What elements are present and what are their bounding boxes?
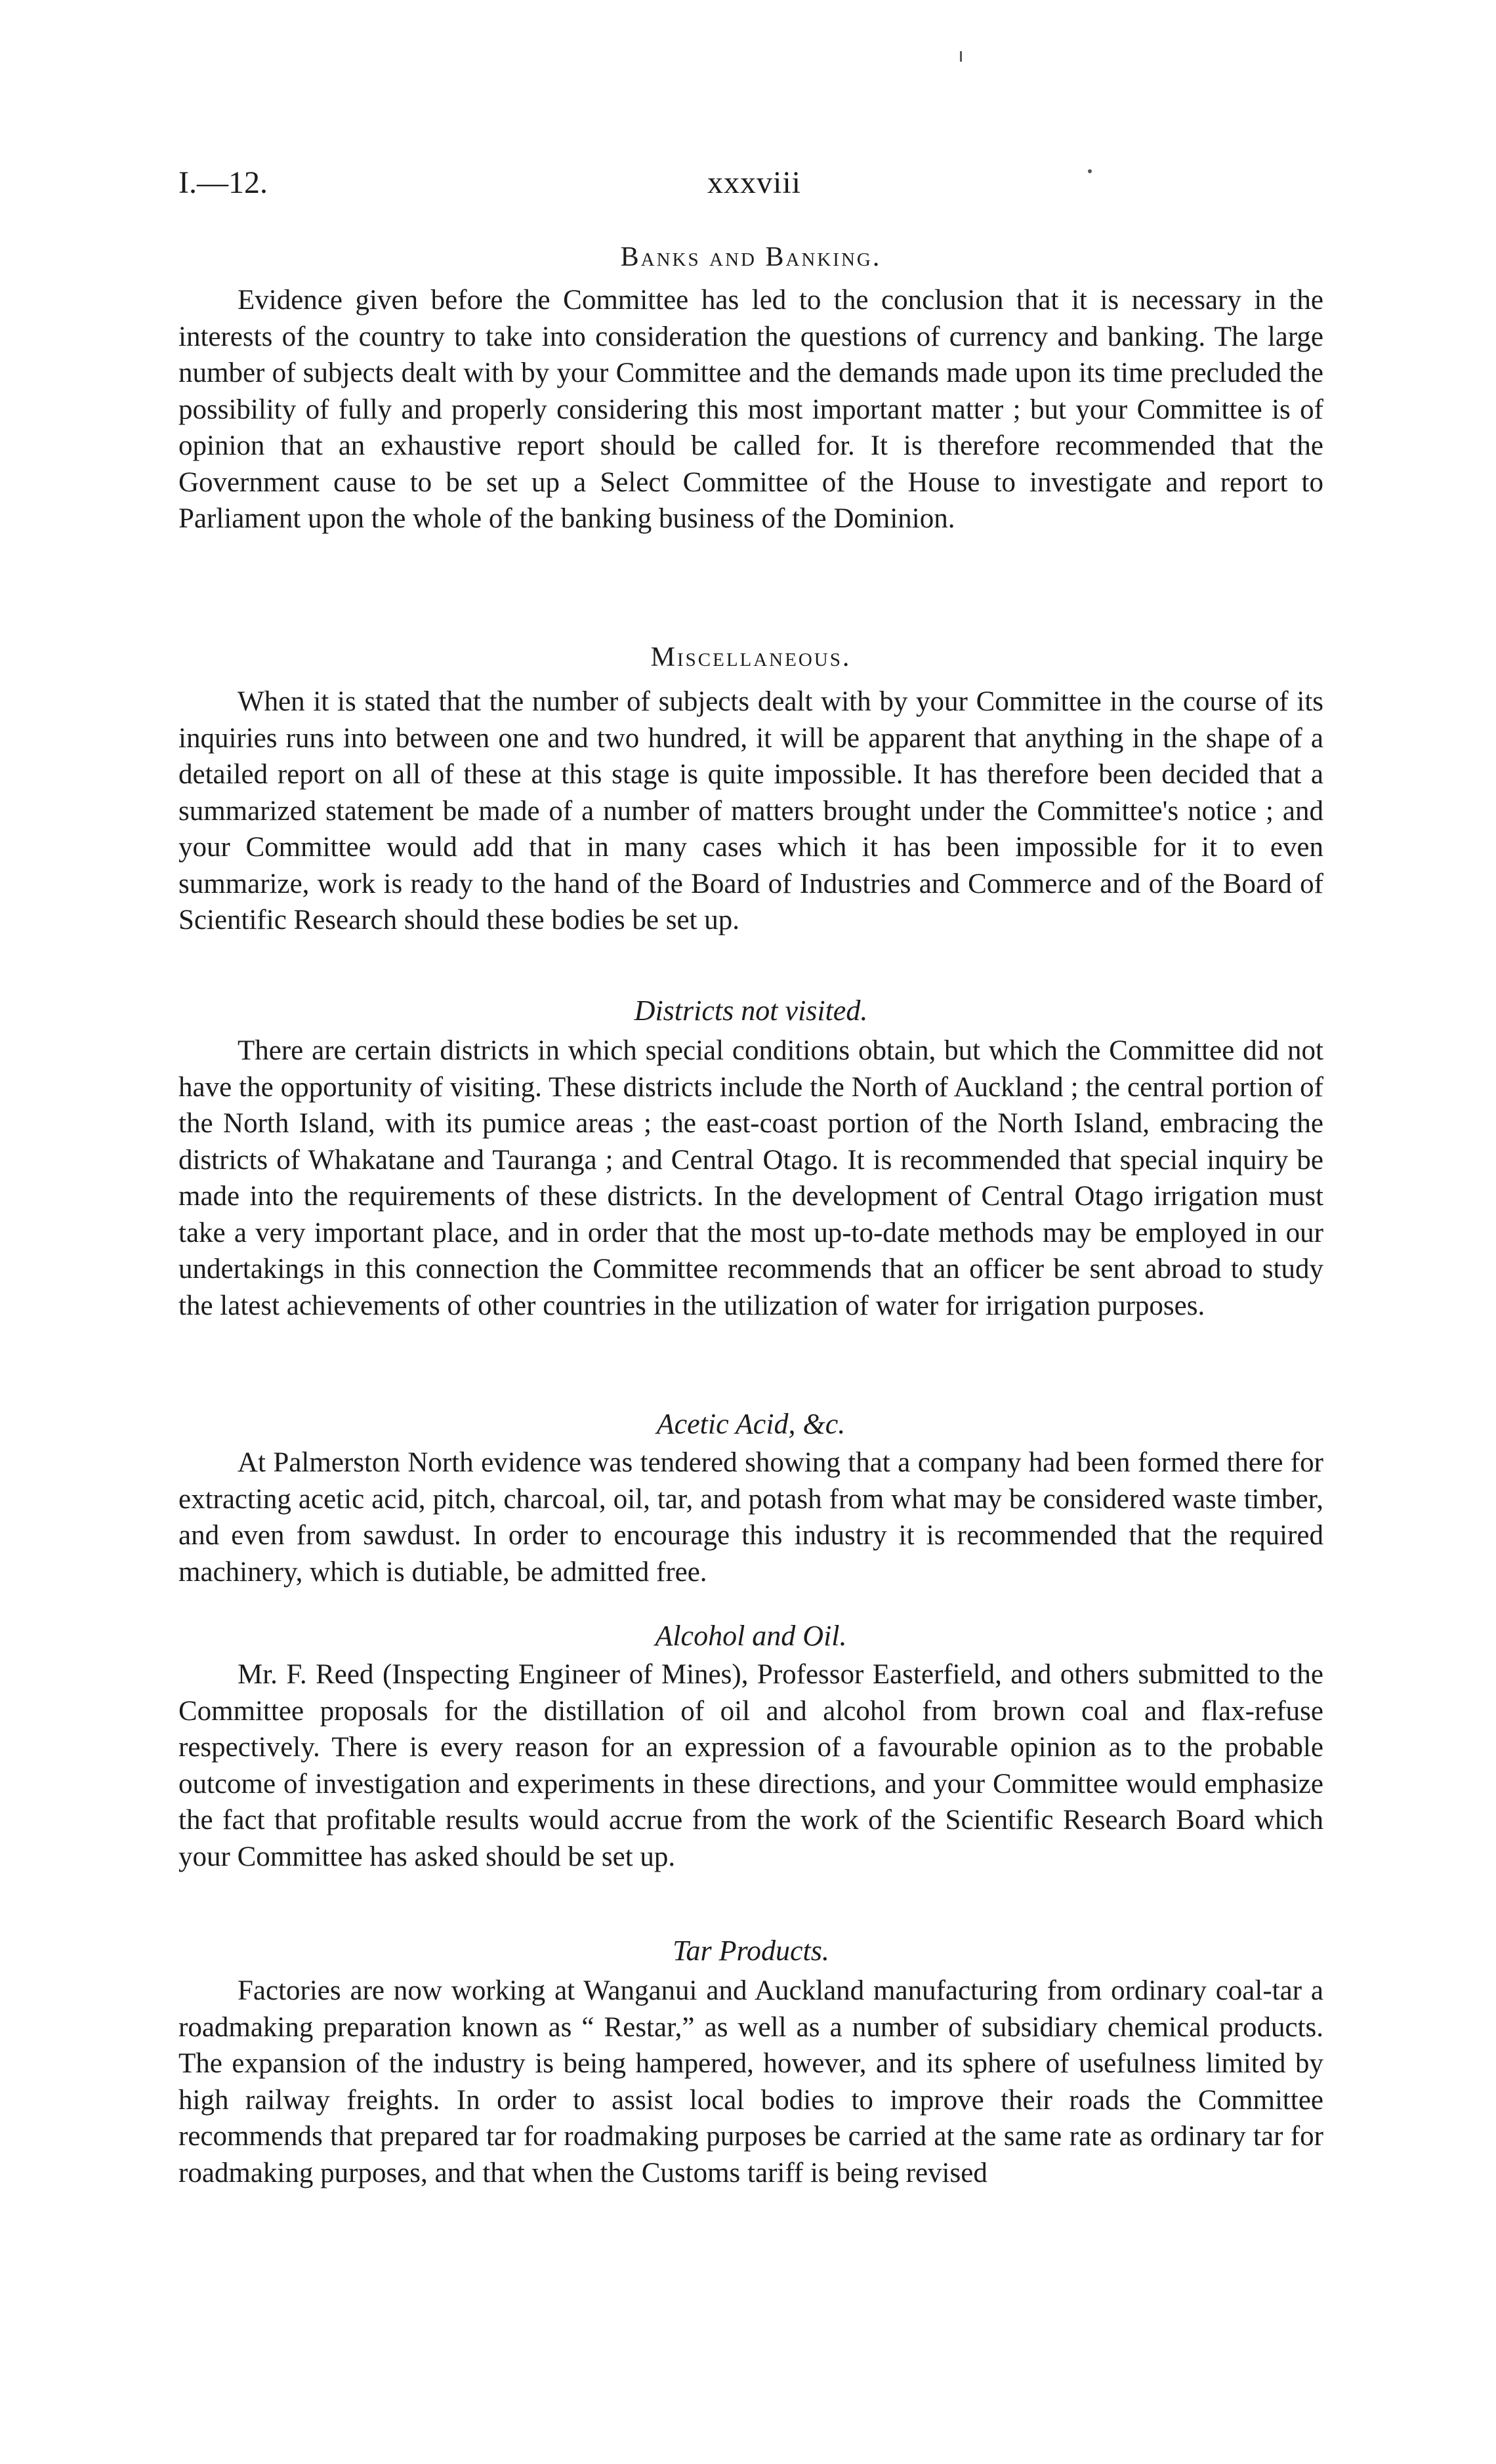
section-tar-products	[178, 1932, 1323, 2191]
subsection-heading: Tar Products.	[673, 1935, 829, 1967]
paragraph: When it is stated that the number of subjects dealt with by your Committee in the course of its inquiries runs into between one and two hundred, it will be apparent that anything in the shape of a detailed report on all of these at this stage is quite impossible. It has therefore been decided that a summarized statement be made of a number of matters brought under the Committee's notice ; and your Committee would add that in many cases which it has been impossible for it to even summarize, work is ready to the hand of the Board of Industries and Commerce and of the Board of Scientific Research should these bodies be set up.	[178, 686, 1323, 935]
subsection-heading: Acetic Acid, &c.	[656, 1408, 846, 1440]
section-heading: Miscellaneous.	[650, 642, 852, 672]
section-banks	[178, 237, 1323, 537]
paragraph: There are certain districts in which special conditions obtain, but which the Committee did not have the opportunity of visiting. These districts include the North of Auckland ; the central portion of the North Island, with its pumice areas ; the east-coast portion of the North Island, embracing the districts of Whakatane and Tauranga ; and Central Otago. It is recommended that special inquiry be made into the requirements of these districts. In the development of Central Otago irrigation must take a very important place, and in order that the most up-to-date methods may be employed in our undertakings in this connection the Committee recommends that an officer be sent abroad to study the latest achievements of other countries in the utilization of water for irrigation purposes.	[178, 1035, 1323, 1321]
section-heading: Banks and Banking.	[620, 242, 882, 272]
section-acetic-acid	[178, 1405, 1323, 1590]
subsection-heading: Districts not visited.	[634, 995, 868, 1027]
paragraph: Factories are now working at Wanganui and Auckland manufacturing from ordinary coal-tar a roadmaking preparation known as “ Restar,” as well as a number of subsidiary chemical products. The expansion of the industry is being hampered, however, and its sphere of usefulness limited by high railway freights. In order to assist local bodies to improve their roads the Committee recommends that prepared tar for roadmaking purposes be carried at the same rate as ordinary tar for roadmaking purposes, and that when the Customs tariff is being revised	[178, 1975, 1323, 2188]
section-districts-not-visited	[178, 992, 1323, 1324]
section-alcohol-and-oil	[178, 1617, 1323, 1875]
paragraph: Evidence given before the Committee has led to the conclusion that it is necessary in the interests of the country to take into consideration the questions of currency and banking. The large number of subjects dealt with by your Committee and the demands made upon its time precluded the possibility of fully and properly considering this most important matter ; but your Committee is of opinion that an exhaustive report should be called for. It is therefore recommended that the Government cause to be set up a Select Committee of the House to investigate and report to Parliament upon the whole of the banking business of the Dominion.	[178, 285, 1323, 534]
scan-mark	[1088, 169, 1092, 173]
scan-mark	[960, 51, 962, 62]
document-reference: I.—12.	[178, 165, 268, 200]
subsection-heading: Alcohol and Oil.	[655, 1620, 847, 1652]
paragraph: Mr. F. Reed (Inspecting Engineer of Mines), Professor Easterfield, and others submitted to the Committee proposals for the distillation of oil and alcohol from brown coal and flax-refuse respectively. There is every reason for an expression of a favourable opinion as to the probable outcome of investigation and experiments in these directions, and your Committee would emphasize the fact that profitable results would accrue from the work of the Scientific Research Board which your Committee has asked should be set up.	[178, 1659, 1323, 1872]
page-number: xxxviii	[707, 165, 802, 200]
section-miscellaneous	[178, 638, 1323, 939]
paragraph: At Palmerston North evidence was tendered showing that a company had been formed there for extracting acetic acid, pitch, charcoal, oil, tar, and potash from what may be considered waste timber, and even from sawdust. In order to encourage this industry it is recommended that the required machinery, which is dutiable, be admitted free.	[178, 1447, 1323, 1588]
